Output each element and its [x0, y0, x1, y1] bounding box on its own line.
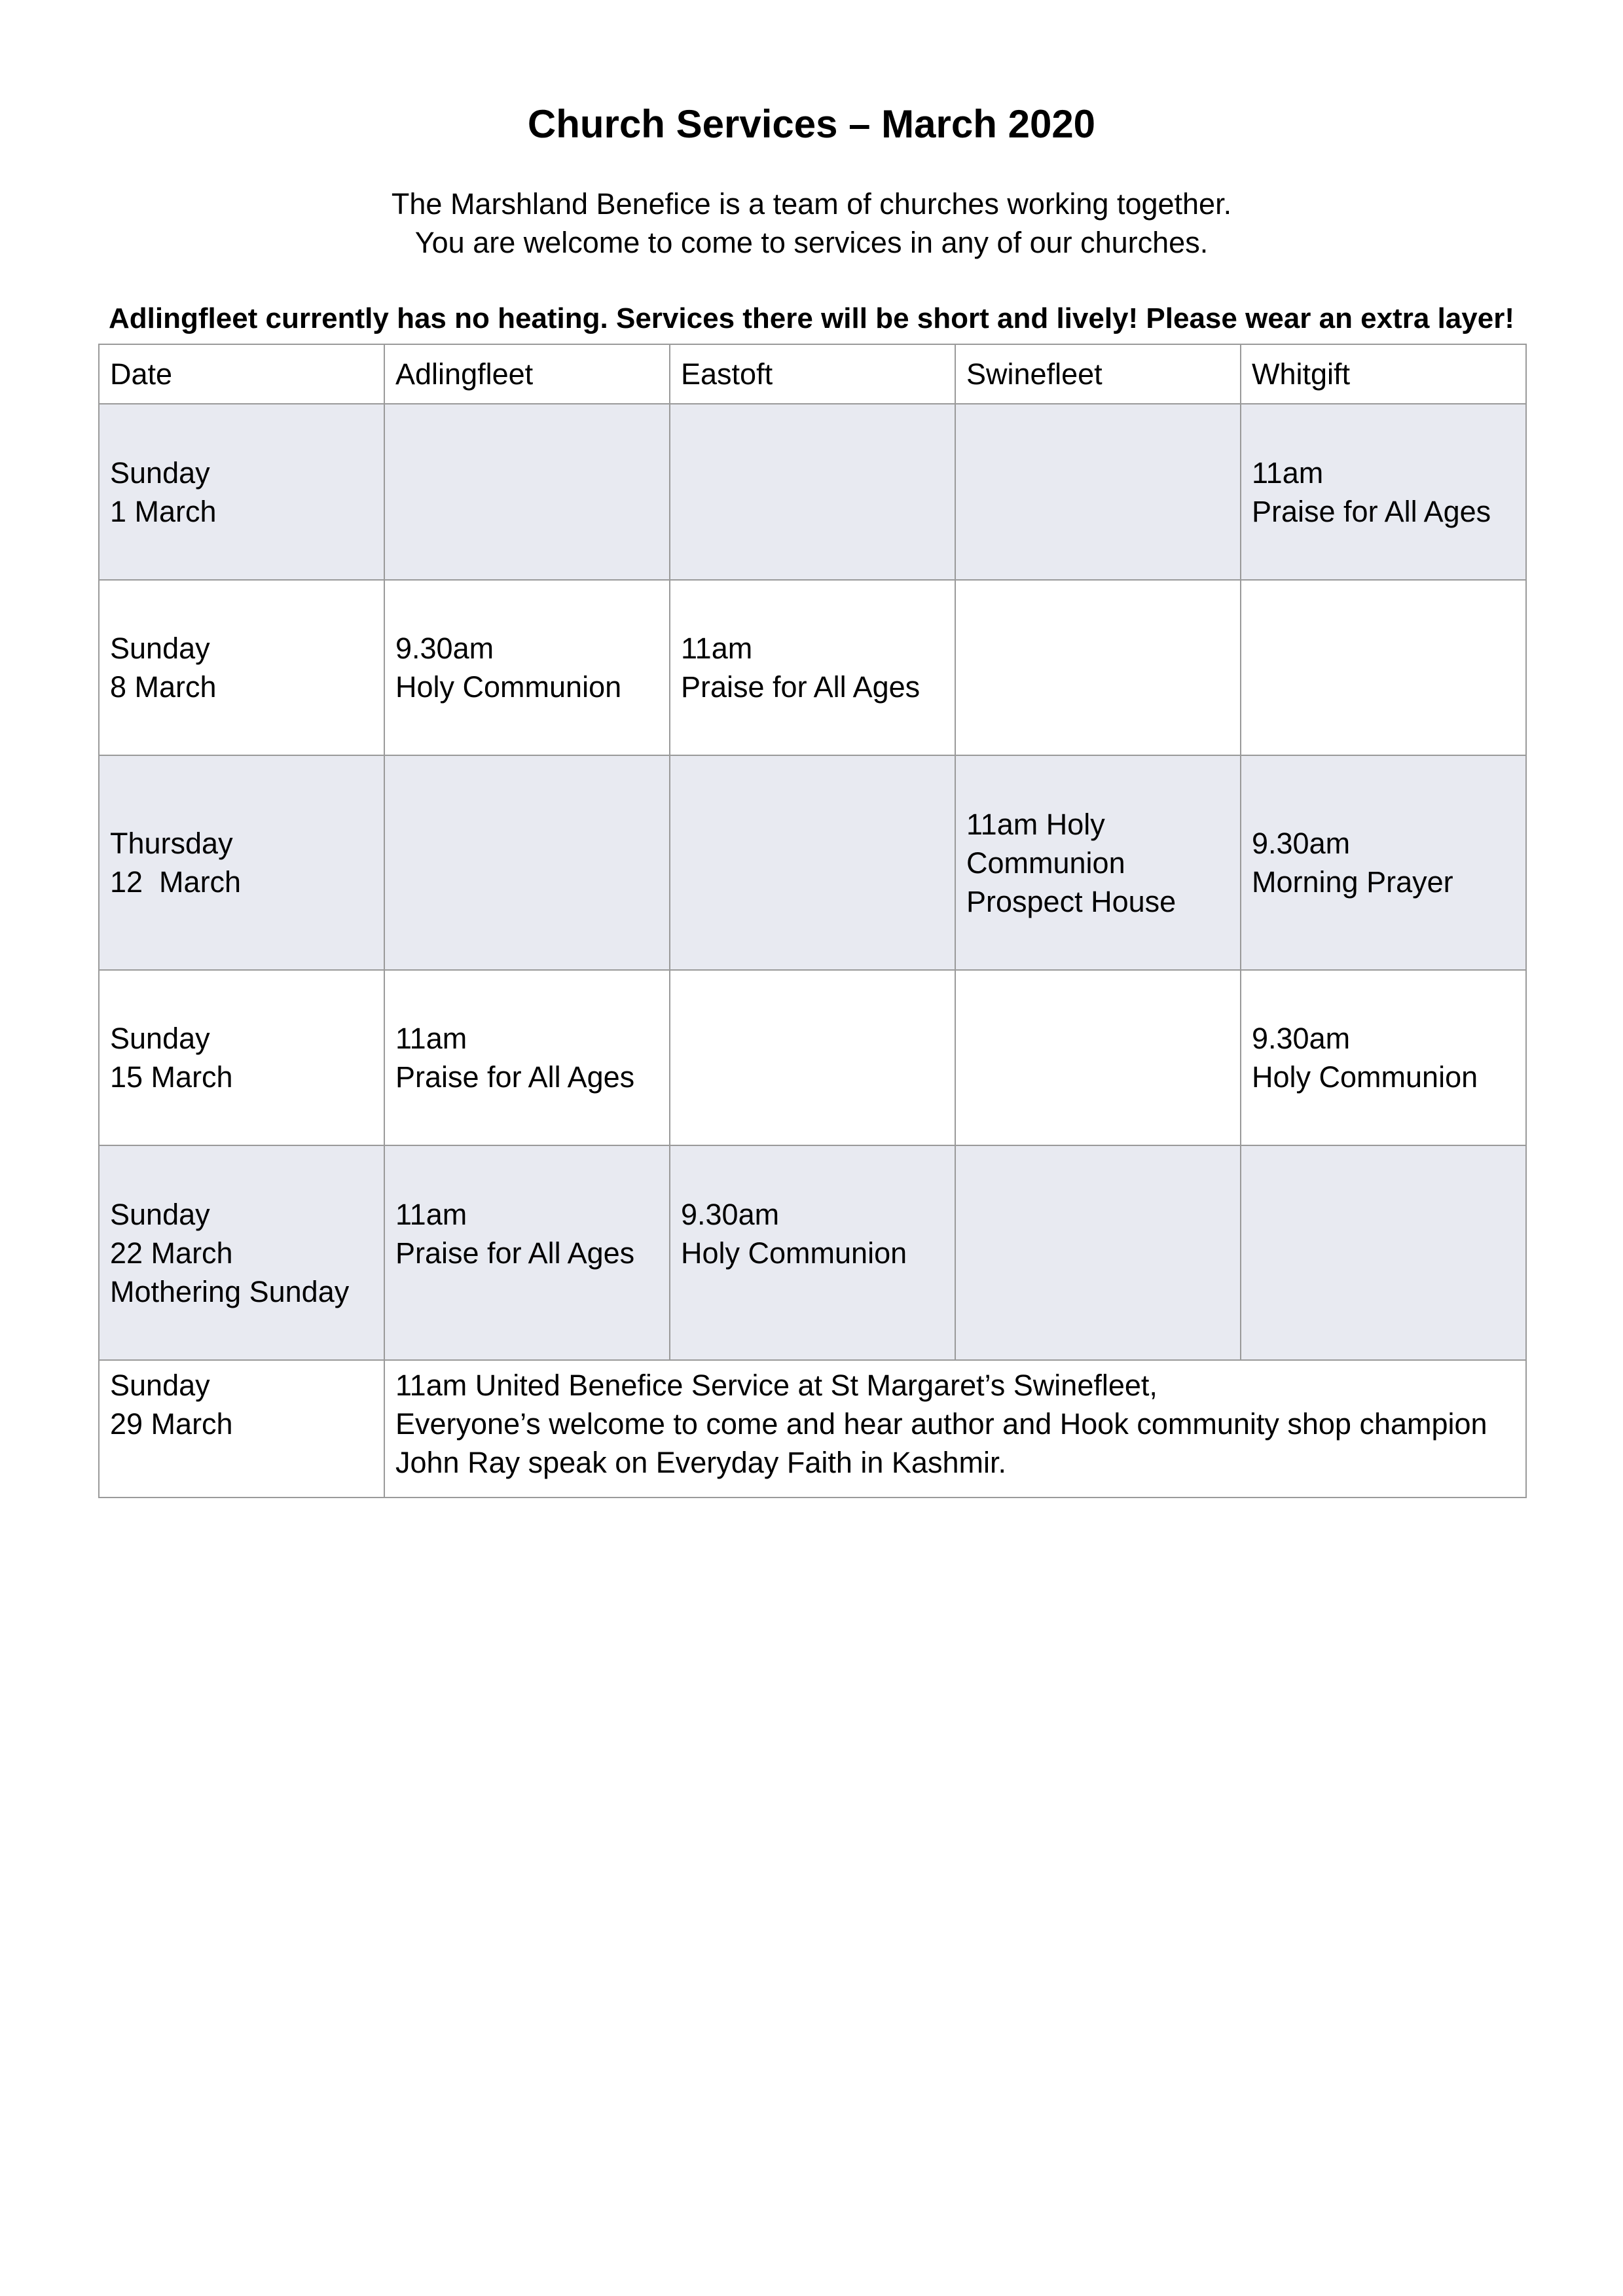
page-title: Church Services – March 2020: [527, 102, 1096, 146]
date-cell: [99, 970, 384, 1145]
swinefleet-cell: [955, 580, 1241, 755]
eastoft-cell: [670, 1145, 955, 1360]
eastoft-cell: [670, 755, 955, 970]
date-line: Thursday: [110, 827, 233, 860]
table-row: [99, 1360, 1526, 1498]
service-line: 11am: [395, 1197, 467, 1231]
service-schedule-table: [98, 344, 1527, 1498]
date-line: Mothering Sunday: [110, 1274, 350, 1308]
adlingfleet-cell: [384, 970, 670, 1145]
service-line: Praise for All Ages: [681, 670, 921, 704]
service-line: John Ray speak on Everyday Faith in Kashmir.: [395, 1446, 1006, 1479]
date-line: 12 March: [110, 865, 242, 899]
service-line: Communion: [966, 846, 1125, 880]
date-line: Sunday: [110, 456, 210, 490]
united-service-cell: [384, 1360, 1526, 1498]
service-line: 11am: [681, 632, 753, 665]
eastoft-cell: [670, 970, 955, 1145]
date-line: Sunday: [110, 1022, 210, 1055]
heating-notice: Adlingfleet currently has no heating. Services there will be short and lively! Please wear an extra layer!: [109, 302, 1514, 334]
service-line: Holy Communion: [681, 1236, 907, 1270]
date-line: Sunday: [110, 1197, 210, 1231]
service-line: 9.30am: [395, 632, 494, 665]
date-line: Sunday: [110, 1369, 210, 1402]
eastoft-cell: [670, 404, 955, 580]
service-line: Holy Communion: [1252, 1060, 1478, 1094]
service-line: 9.30am: [1252, 1022, 1351, 1055]
intro-line: The Marshland Benefice is a team of churches working together.: [391, 187, 1232, 221]
date-line: 8 March: [110, 670, 217, 704]
intro-line: You are welcome to come to services in any of our churches.: [414, 226, 1209, 259]
date-line: 22 March: [110, 1236, 233, 1270]
column-header-date: Date: [99, 344, 384, 404]
swinefleet-cell: [955, 755, 1241, 970]
service-line: Praise for All Ages: [1252, 494, 1491, 528]
service-line: 9.30am: [681, 1197, 780, 1231]
date-line: 29 March: [110, 1407, 233, 1441]
service-line: Holy Communion: [395, 670, 622, 704]
table-row: [99, 580, 1526, 755]
table-row: [99, 404, 1526, 580]
whitgift-cell: [1241, 404, 1526, 580]
swinefleet-cell: [955, 970, 1241, 1145]
intro-text: [0, 185, 1623, 262]
date-cell: [99, 1145, 384, 1360]
swinefleet-cell: [955, 404, 1241, 580]
column-header-adlingfleet: Adlingfleet: [384, 344, 670, 404]
service-line: 9.30am: [1252, 827, 1351, 860]
whitgift-cell: [1241, 970, 1526, 1145]
spacer-line: [681, 1272, 944, 1311]
service-line: Everyone’s welcome to come and hear author and Hook community shop champion: [395, 1407, 1487, 1441]
whitgift-cell: [1241, 755, 1526, 970]
date-cell: [99, 755, 384, 970]
table-header-row: [99, 344, 1526, 404]
eastoft-cell: [670, 580, 955, 755]
service-line: Morning Prayer: [1252, 865, 1453, 899]
date-cell: [99, 1360, 384, 1498]
service-line: 11am: [395, 1022, 467, 1055]
service-line: Praise for All Ages: [395, 1060, 635, 1094]
swinefleet-cell: [955, 1145, 1241, 1360]
table-row: [99, 970, 1526, 1145]
adlingfleet-cell: [384, 580, 670, 755]
column-header-swinefleet: Swinefleet: [955, 344, 1241, 404]
date-cell: [99, 404, 384, 580]
column-header-whitgift: Whitgift: [1241, 344, 1526, 404]
service-line: Prospect House: [966, 884, 1176, 918]
adlingfleet-cell: [384, 1145, 670, 1360]
whitgift-cell: [1241, 580, 1526, 755]
table-row: [99, 1145, 1526, 1360]
service-line: 11am United Benefice Service at St Margaret’s Swinefleet,: [395, 1369, 1158, 1402]
service-line: 11am Holy: [966, 807, 1105, 841]
date-cell: [99, 580, 384, 755]
date-line: 1 March: [110, 494, 217, 528]
column-header-eastoft: Eastoft: [670, 344, 955, 404]
spacer-line: [395, 1272, 659, 1311]
service-line: 11am: [1252, 456, 1324, 490]
service-line: Praise for All Ages: [395, 1236, 635, 1270]
adlingfleet-cell: [384, 755, 670, 970]
date-line: Sunday: [110, 632, 210, 665]
adlingfleet-cell: [384, 404, 670, 580]
whitgift-cell: [1241, 1145, 1526, 1360]
date-line: 15 March: [110, 1060, 233, 1094]
table-row: [99, 755, 1526, 970]
